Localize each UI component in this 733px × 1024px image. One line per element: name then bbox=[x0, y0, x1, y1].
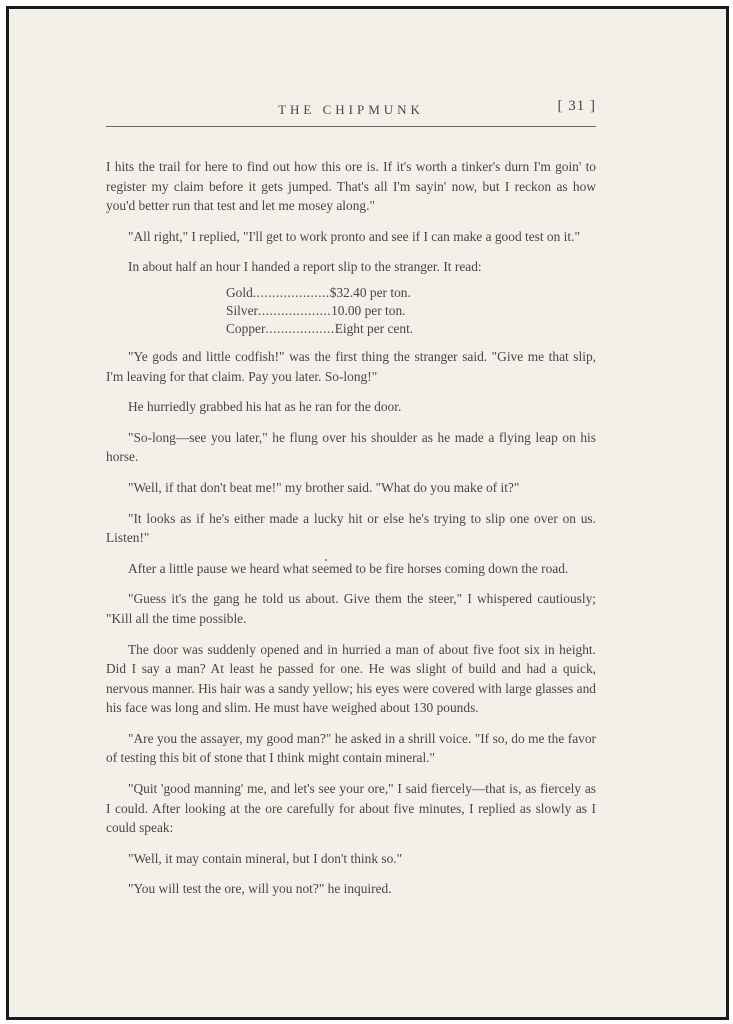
page-number: [ 31 ] bbox=[557, 98, 596, 114]
paragraph: "Guess it's the gang he told us about. Give them the steer," I whispered cautiously; "Kill all the time possible. bbox=[106, 591, 596, 626]
paragraph: I hits the trail for here to find out how this ore is. If it's worth a tinker's durn I'm goin' to register my claim before it gets jumped. That's all I'm sayin' now, but I reckon as how you'd better run that test and let me mosey along." bbox=[106, 159, 596, 214]
assay-report bbox=[226, 284, 596, 338]
assay-row-silver bbox=[226, 302, 596, 320]
paragraph: In about half an hour I handed a report slip to the stranger. It read: bbox=[128, 259, 482, 275]
paragraph: "Ye gods and little codfish!" was the first thing the stranger said. "Give me that slip, I'm leaving for that claim. Pay you later. So-long!" bbox=[106, 348, 596, 384]
book-page bbox=[6, 6, 729, 1020]
running-title: THE CHIPMUNK bbox=[278, 102, 424, 117]
header-rule bbox=[106, 126, 596, 127]
ink-speck bbox=[325, 559, 327, 561]
metal-name: Gold bbox=[226, 284, 253, 300]
paragraph: "You will test the ore, will you not?" he inquired. bbox=[128, 881, 392, 897]
paragraph: "It looks as if he's either made a lucky hit or else he's trying to slip one over on us. Listen!" bbox=[106, 510, 596, 546]
assay-row-gold bbox=[226, 284, 596, 302]
assay-value: 10.00 per ton. bbox=[331, 302, 406, 318]
paragraph: He hurriedly grabbed his hat as he ran for the door. bbox=[128, 399, 402, 415]
leader-dots: .................. bbox=[265, 320, 335, 336]
assay-value: $32.40 per ton. bbox=[329, 284, 411, 300]
leader-dots: .................... bbox=[252, 284, 330, 300]
assay-value: Eight per cent. bbox=[334, 320, 414, 336]
paragraph: After a little pause we heard what seemed to be fire horses coming down the road. bbox=[128, 560, 569, 576]
assay-row-copper bbox=[226, 320, 596, 338]
paragraph: The door was suddenly opened and in hurried a man of about five foot six in height. Did I say a man? At least he passed for one. He was slight of build and had a quick, nervous manner. His hair was a sandy yellow; his eyes were covered with large glasses and his face was long and slim. He must have weighed about 130 pounds. bbox=[106, 641, 596, 716]
metal-name: Copper bbox=[226, 320, 266, 336]
paragraph: "Well, it may contain mineral, but I don't think so." bbox=[128, 850, 403, 866]
paragraph: "Well, if that don't beat me!" my brother said. "What do you make of it?" bbox=[128, 479, 520, 495]
leader-dots: ................... bbox=[258, 302, 332, 318]
paragraph: "So-long—see you later," he flung over his shoulder as he made a flying leap on his horse. bbox=[106, 429, 596, 465]
story-text bbox=[106, 157, 596, 910]
page-header bbox=[106, 96, 596, 130]
metal-name: Silver bbox=[226, 302, 258, 318]
paragraph: "All right," I replied, "I'll get to work pronto and see if I can make a good test on it." bbox=[128, 228, 580, 244]
paragraph: "Are you the assayer, my good man?" he asked in a shrill voice. "If so, do me the favor of testing this bit of stone that I think might contain mineral." bbox=[106, 730, 596, 766]
paragraph: "Quit 'good manning' me, and let's see your ore," I said fiercely—that is, as fiercely as I could. After looking at the ore carefully for about five minutes, I replied as slowly as I could speak: bbox=[106, 781, 596, 836]
